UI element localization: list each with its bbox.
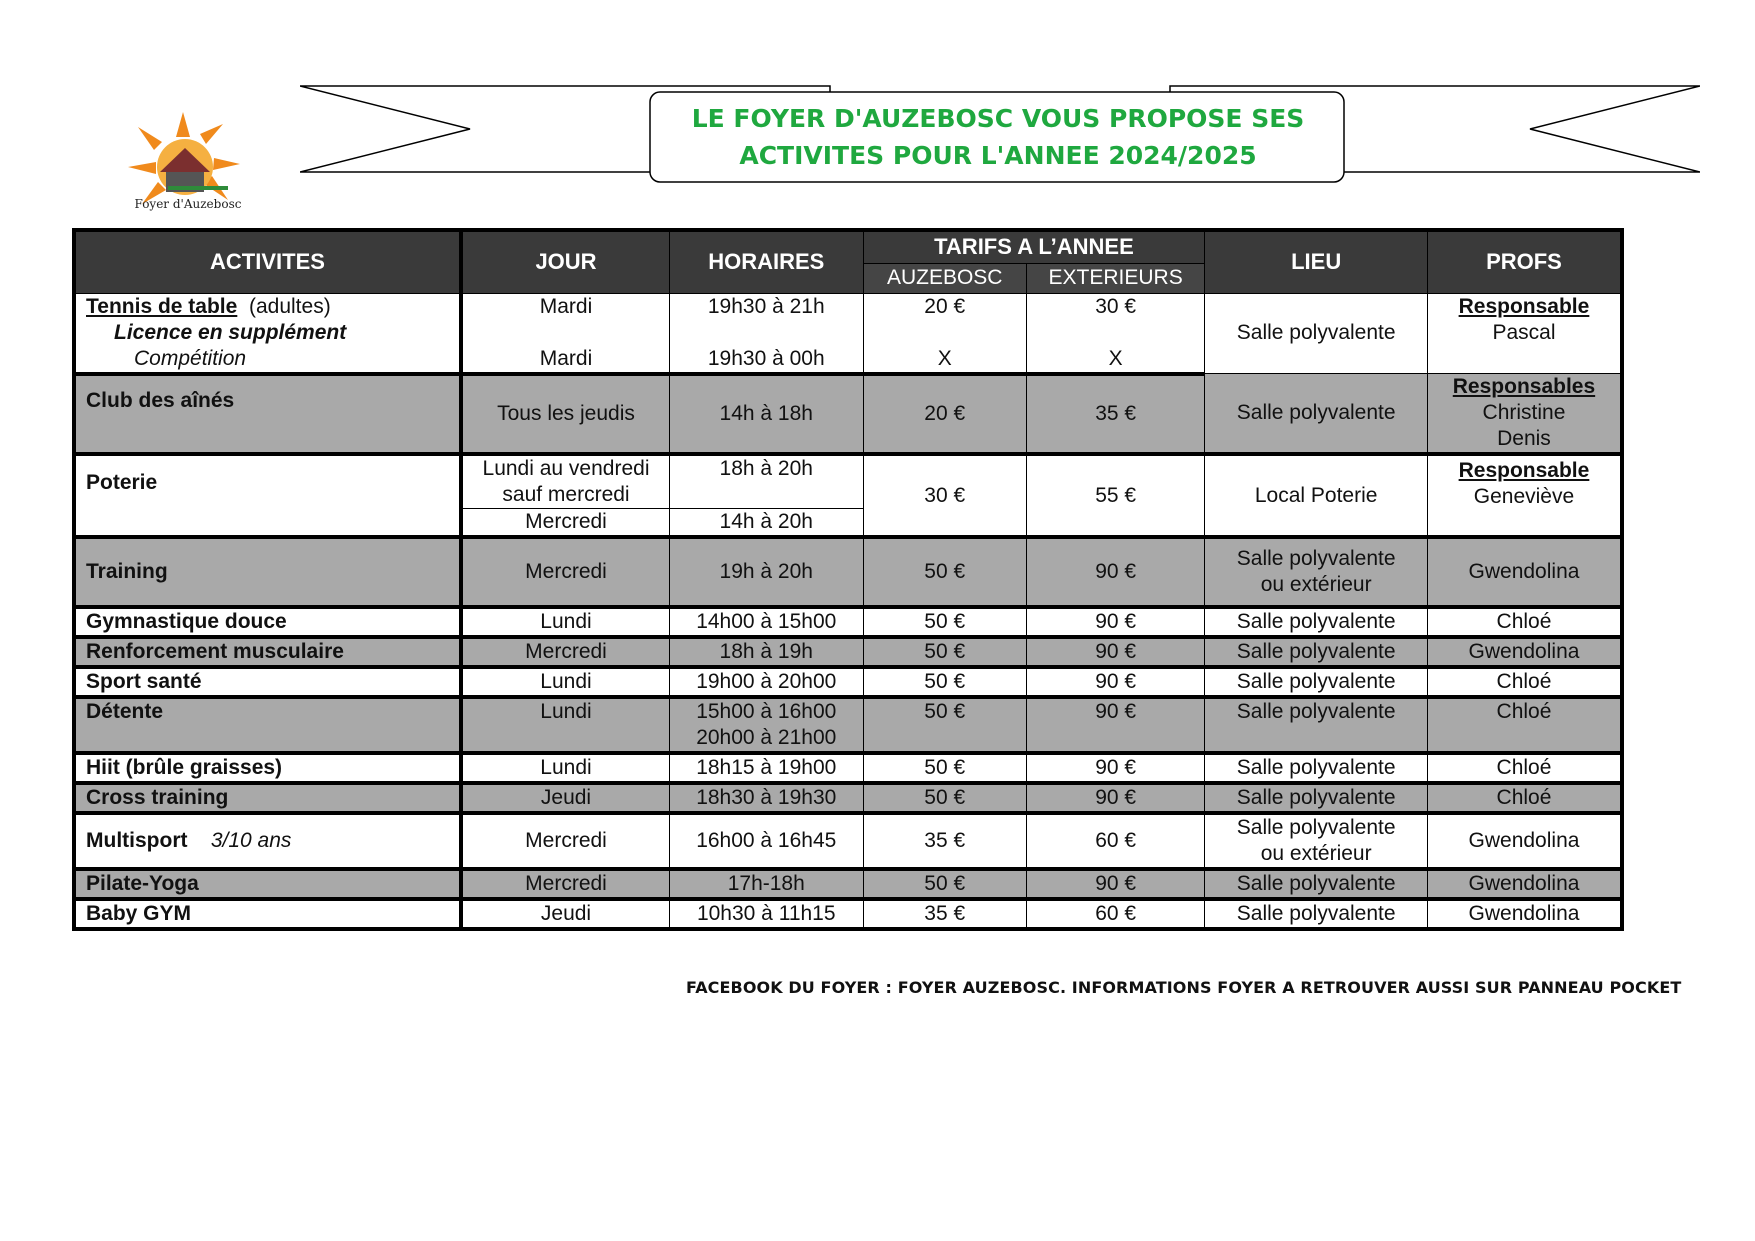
auzebosc-cell: 50 € [863, 783, 1026, 813]
exterieurs-cell: 60 € [1026, 813, 1204, 869]
prof-name: Gwendolina [1427, 537, 1622, 607]
header-auzebosc: AUZEBOSC [863, 263, 1026, 293]
exterieurs-cell: 35 € [1026, 374, 1204, 455]
lieu-cell: ou extérieur [1260, 573, 1372, 596]
activity-name: Pilate-Yoga [74, 869, 461, 899]
lieu-cell: Salle polyvalente [1205, 607, 1428, 637]
exterieurs-cell: 90 € [1026, 697, 1204, 753]
horaire-cell: 19h à 20h [670, 537, 863, 607]
auzebosc-cell: 50 € [863, 697, 1026, 753]
activity-name: Multisport [86, 829, 188, 852]
activity-age: 3/10 ans [210, 829, 292, 852]
table-row [74, 667, 1622, 697]
horaire-cell: 18h à 20h [670, 454, 863, 509]
exterieurs-cell: 90 € [1026, 537, 1204, 607]
jour-cell: Mercredi [461, 637, 670, 667]
lieu-cell: Local Poterie [1205, 454, 1428, 537]
exterieurs-cell: 90 € [1026, 607, 1204, 637]
jour-cell: Jeudi [461, 783, 670, 813]
table-row [74, 869, 1622, 899]
prof-name: Chloé [1427, 607, 1622, 637]
lieu-cell: Salle polyvalente [1205, 753, 1428, 783]
jour-cell: Mercredi [461, 509, 670, 538]
activity-name: Gymnastique douce [74, 607, 461, 637]
activity-name: Club des aînés [74, 374, 461, 455]
activity-name: Cross training [74, 783, 461, 813]
activity-name: Sport santé [74, 667, 461, 697]
exterieurs-cell: 55 € [1026, 454, 1204, 537]
activity-name: Renforcement musculaire [74, 637, 461, 667]
horaire-cell: 19h00 à 20h00 [670, 667, 863, 697]
jour-cell: Mercredi [461, 537, 670, 607]
table-row [74, 537, 1622, 607]
prof-name: Christine [1482, 401, 1566, 424]
auzebosc-cell: X [863, 346, 1026, 374]
activity-sub: Compétition [74, 346, 461, 374]
table-row [74, 783, 1622, 813]
header-lieu: LIEU [1205, 230, 1428, 293]
horaire-cell: 18h30 à 19h30 [670, 783, 863, 813]
horaire-cell: 16h00 à 16h45 [670, 813, 863, 869]
exterieurs-cell: 90 € [1026, 667, 1204, 697]
table-row [74, 293, 1622, 320]
prof-name: Geneviève [1473, 485, 1575, 508]
horaire-cell: 20h00 à 21h00 [696, 726, 837, 749]
title-line-2: ACTIVITES POUR L'ANNEE 2024/2025 [739, 141, 1257, 170]
lieu-cell: Salle polyvalente [1205, 293, 1428, 374]
lieu-cell: Salle polyvalente [1205, 899, 1428, 929]
auzebosc-cell: 35 € [863, 813, 1026, 869]
table-row [74, 454, 1622, 509]
prof-name: Gwendolina [1427, 899, 1622, 929]
page-title [652, 100, 1344, 174]
header-profs: PROFS [1427, 230, 1622, 293]
auzebosc-cell: 30 € [863, 454, 1026, 537]
header-tarifs: TARIFS A L’ANNEE [863, 230, 1205, 263]
prof-name: Chloé [1427, 697, 1622, 753]
jour-cell: sauf mercredi [502, 483, 630, 506]
lieu-cell: Salle polyvalente [1205, 869, 1428, 899]
exterieurs-cell: 90 € [1026, 753, 1204, 783]
jour-cell: Mercredi [461, 869, 670, 899]
exterieurs-cell: X [1026, 346, 1204, 374]
prof-label: Responsable [1458, 459, 1590, 482]
prof-name: Gwendolina [1427, 869, 1622, 899]
horaire-cell: 14h00 à 15h00 [670, 607, 863, 637]
activity-name: Hiit (brûle graisses) [74, 753, 461, 783]
auzebosc-cell: 50 € [863, 667, 1026, 697]
foyer-logo [128, 112, 248, 222]
table-row [74, 813, 1622, 869]
schedule-table [72, 228, 1624, 931]
jour-cell: Lundi [461, 667, 670, 697]
prof-label: Responsable [1458, 294, 1590, 318]
horaire-cell: 14h à 20h [670, 509, 863, 538]
table-row [74, 607, 1622, 637]
auzebosc-cell: 20 € [863, 293, 1026, 320]
table-row [74, 374, 1622, 455]
activity-sub: Licence en supplément [74, 320, 461, 346]
footer-note: FACEBOOK DU FOYER : FOYER AUZEBOSC. INFORMATIONS FOYER A RETROUVER AUSSI SUR PANNEAU POCKET [686, 978, 1682, 997]
activity-name: Baby GYM [74, 899, 461, 929]
lieu-cell: Salle polyvalente [1205, 667, 1428, 697]
exterieurs-cell: 90 € [1026, 869, 1204, 899]
header-jour: JOUR [461, 230, 670, 293]
prof-name: Gwendolina [1427, 637, 1622, 667]
lieu-cell: Salle polyvalente [1236, 547, 1396, 570]
horaire-cell: 10h30 à 11h15 [670, 899, 863, 929]
header-horaires: HORAIRES [670, 230, 863, 293]
jour-cell: Mardi [461, 346, 670, 374]
table-row [74, 899, 1622, 929]
horaire-cell: 18h à 19h [670, 637, 863, 667]
horaire-cell: 17h-18h [670, 869, 863, 899]
jour-cell: Jeudi [461, 899, 670, 929]
table-row [74, 753, 1622, 783]
prof-name: Denis [1497, 427, 1551, 450]
jour-cell: Lundi [461, 753, 670, 783]
horaire-cell: 19h30 à 21h [670, 293, 863, 320]
auzebosc-cell: 50 € [863, 607, 1026, 637]
exterieurs-cell: 60 € [1026, 899, 1204, 929]
auzebosc-cell: 20 € [863, 374, 1026, 455]
prof-name: Chloé [1427, 667, 1622, 697]
exterieurs-cell: 30 € [1026, 293, 1204, 320]
auzebosc-cell: 50 € [863, 537, 1026, 607]
title-line-1: LE FOYER D'AUZEBOSC VOUS PROPOSE SES [691, 104, 1305, 133]
exterieurs-cell: 90 € [1026, 783, 1204, 813]
header-exterieurs: EXTERIEURS [1026, 263, 1204, 293]
activity-name: Détente [74, 697, 461, 753]
auzebosc-cell: 50 € [863, 753, 1026, 783]
header-activites: ACTIVITES [74, 230, 461, 293]
activity-name: Training [74, 537, 461, 607]
prof-name: Chloé [1427, 783, 1622, 813]
logo-text: Foyer d'Auzebosc [134, 197, 242, 211]
prof-name: Chloé [1427, 753, 1622, 783]
exterieurs-cell: 90 € [1026, 637, 1204, 667]
table-row [74, 637, 1622, 667]
horaire-cell: 18h15 à 19h00 [670, 753, 863, 783]
activity-name: Poterie [74, 454, 461, 537]
jour-cell: Tous les jeudis [461, 374, 670, 455]
horaire-cell: 15h00 à 16h00 [696, 700, 837, 723]
auzebosc-cell: 35 € [863, 899, 1026, 929]
horaire-cell: 19h30 à 00h [670, 346, 863, 374]
lieu-cell: Salle polyvalente [1205, 783, 1428, 813]
jour-cell: Lundi au vendredi [482, 457, 650, 480]
lieu-cell: ou extérieur [1260, 842, 1372, 865]
table-row [74, 697, 1622, 753]
jour-cell: Lundi [461, 607, 670, 637]
activity-name: Tennis de table [86, 294, 238, 318]
lieu-cell: Salle polyvalente [1205, 697, 1428, 753]
activity-note: (adultes) [248, 294, 331, 318]
auzebosc-cell: 50 € [863, 637, 1026, 667]
lieu-cell: Salle polyvalente [1205, 637, 1428, 667]
jour-cell: Lundi [461, 697, 670, 753]
jour-cell: Mercredi [461, 813, 670, 869]
prof-name: Pascal [1492, 320, 1556, 344]
prof-name: Gwendolina [1427, 813, 1622, 869]
auzebosc-cell: 50 € [863, 869, 1026, 899]
lieu-cell: Salle polyvalente [1205, 374, 1428, 455]
lieu-cell: Salle polyvalente [1236, 816, 1396, 839]
horaire-cell: 14h à 18h [670, 374, 863, 455]
jour-cell: Mardi [461, 293, 670, 320]
prof-label: Responsables [1452, 375, 1596, 398]
